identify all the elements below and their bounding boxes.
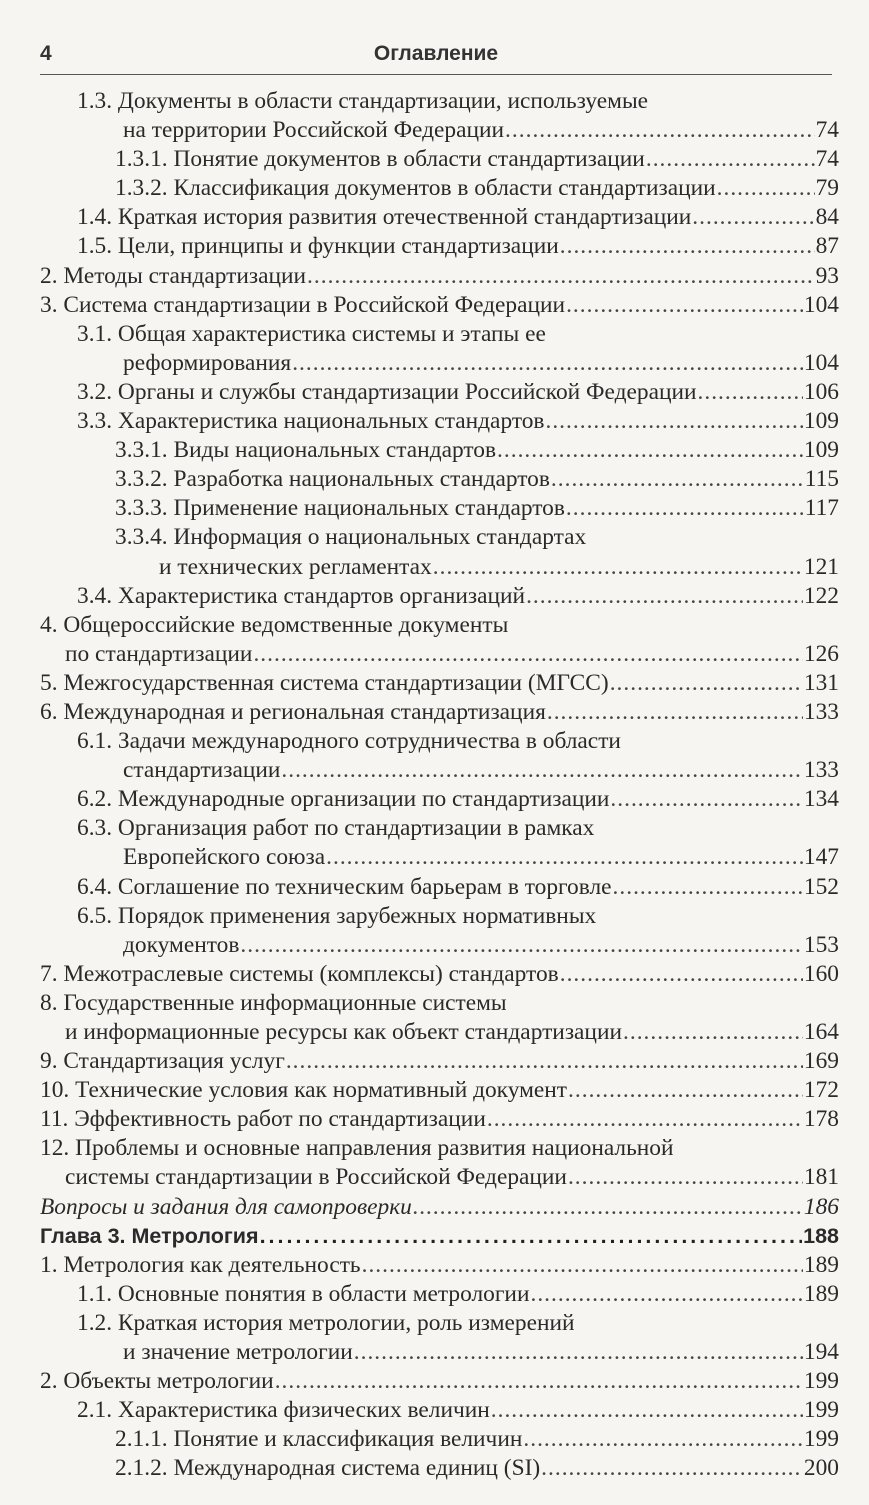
toc-entry[interactable] xyxy=(40,1047,839,1076)
dot-leader xyxy=(547,698,803,727)
toc-page-number: 164 xyxy=(803,1019,839,1045)
dot-leader xyxy=(413,1193,803,1222)
toc-entry-title: 3.3.2. Разработка национальных стандартов xyxy=(115,466,550,493)
toc-page-number: 147 xyxy=(803,844,839,871)
toc-entry[interactable] xyxy=(40,960,839,989)
toc-chapter-entry[interactable] xyxy=(40,1222,839,1251)
toc-entry[interactable] xyxy=(40,1105,839,1134)
toc-entry-title: 6.4. Соглашение по техническим барьерам в торговле xyxy=(77,873,612,900)
toc-entry[interactable] xyxy=(40,1134,839,1192)
toc-entry[interactable] xyxy=(40,436,839,465)
toc-page-number: 126 xyxy=(803,640,839,667)
toc-entry-title: 11. Эффективность работ по стандартизации xyxy=(40,1106,486,1133)
toc-entry-title: 3.2. Органы и службы стандартизации Российской Федерации xyxy=(77,378,697,405)
toc-page-number: 74 xyxy=(815,146,839,173)
toc-entry[interactable] xyxy=(40,1193,839,1222)
toc-entry[interactable] xyxy=(40,291,839,320)
running-title: Оглавление xyxy=(373,42,499,65)
dot-leader xyxy=(433,553,803,582)
dot-leader xyxy=(646,145,815,174)
toc-entry-title: 4. Общероссийские ведомственные документы xyxy=(40,611,509,638)
toc-entry-title: 3.3. Характеристика национальных стандартов xyxy=(77,408,545,435)
toc-entry-title: 3.1. Общая характеристика системы и этапы ее xyxy=(77,320,546,347)
toc-entry[interactable] xyxy=(40,785,839,814)
running-header xyxy=(40,38,832,75)
toc-page-number: 109 xyxy=(803,437,839,464)
toc-entry-title: системы стандартизации в Российской Федерации xyxy=(65,1164,567,1191)
dot-leader xyxy=(623,1018,803,1047)
toc-entry-title: 2. Методы стандартизации xyxy=(40,262,307,289)
dot-leader xyxy=(560,232,815,261)
dot-leader xyxy=(551,465,804,494)
toc-entry-title: 2. Объекты метрологии xyxy=(40,1368,274,1395)
toc-entry-title: 3. Система стандартизации в Российской Федерации xyxy=(40,291,566,318)
toc-entry[interactable] xyxy=(40,174,839,203)
toc-page-number: 104 xyxy=(803,349,839,376)
toc-page-number: 133 xyxy=(803,757,839,784)
toc-entry[interactable] xyxy=(40,669,839,698)
toc-page-number: 199 xyxy=(803,1426,839,1453)
toc-entry-title: на территории Российской Федерации xyxy=(123,117,505,144)
toc-entry[interactable] xyxy=(40,378,839,407)
toc-entry[interactable] xyxy=(40,320,839,378)
dot-leader xyxy=(610,669,803,698)
toc-entry-title: 9. Стандартизация услуг xyxy=(40,1048,285,1075)
toc-page-number: 79 xyxy=(815,175,839,202)
dot-leader xyxy=(487,1105,803,1134)
dot-leader xyxy=(240,931,803,960)
toc-entry[interactable] xyxy=(40,1251,839,1280)
dot-leader xyxy=(354,1338,803,1367)
toc-entry-title: 8. Государственные информационные системы xyxy=(40,989,507,1016)
page-number: 4 xyxy=(40,42,52,65)
toc-page-number: 133 xyxy=(803,698,839,725)
toc-entry-title: 1.4. Краткая история развития отечественной стандартизации xyxy=(77,204,692,231)
dot-leader xyxy=(505,116,815,145)
toc-entry[interactable] xyxy=(40,902,839,960)
toc-entry[interactable] xyxy=(40,1280,839,1309)
toc-page-number: 117 xyxy=(804,495,839,522)
toc-page-number: 188 xyxy=(803,1223,839,1248)
dot-leader xyxy=(497,436,803,465)
dot-leader xyxy=(530,1280,802,1309)
toc-page-number: 122 xyxy=(803,582,839,609)
toc-page-number: 104 xyxy=(803,291,839,318)
toc-entry[interactable] xyxy=(40,611,839,669)
toc-entry[interactable] xyxy=(40,1425,839,1454)
dot-leader xyxy=(610,785,803,814)
dot-leader xyxy=(260,1222,803,1251)
toc-entry-title: 6.1. Задачи международного сотрудничества в области xyxy=(77,728,621,755)
toc-page-number: 200 xyxy=(803,1455,839,1482)
toc-page-number: 121 xyxy=(803,553,839,580)
toc-entry[interactable] xyxy=(40,87,839,145)
toc-page-number: 152 xyxy=(803,873,839,900)
dot-leader xyxy=(275,1367,803,1396)
toc-page-number: 87 xyxy=(815,233,839,260)
toc-page-number: 153 xyxy=(803,931,839,958)
toc-entry-title: 1. Метрология как деятельность xyxy=(40,1251,361,1278)
toc-page-number: 160 xyxy=(803,960,839,987)
toc-entry[interactable] xyxy=(40,407,839,436)
toc-page-number: 106 xyxy=(803,378,839,405)
toc-entry[interactable] xyxy=(40,1396,839,1425)
toc-page-number: 194 xyxy=(803,1339,839,1366)
toc-entry-title: по стандартизации xyxy=(65,640,253,667)
toc-entry[interactable] xyxy=(40,1454,839,1483)
toc-page-number: 172 xyxy=(803,1077,839,1104)
toc-entry-title: 10. Технические условия как нормативный документ xyxy=(40,1077,568,1104)
dot-leader xyxy=(491,1396,803,1425)
toc-page-number: 169 xyxy=(803,1048,839,1075)
toc-entry-title: 1.3. Документы в области стандартизации, используемые xyxy=(77,88,649,114)
dot-leader xyxy=(281,756,803,785)
toc-entry-title: 3.3.1. Виды национальных стандартов xyxy=(115,437,497,464)
toc-entry[interactable] xyxy=(40,814,839,872)
dot-leader xyxy=(326,843,803,872)
dot-leader xyxy=(286,1047,803,1076)
toc-entry[interactable] xyxy=(40,262,839,291)
toc-entry[interactable] xyxy=(40,1367,839,1396)
toc-page-number: 178 xyxy=(803,1106,839,1133)
toc-entry-title: 1.3.1. Понятие документов в области стандартизации xyxy=(115,146,645,173)
toc-entry-title: 1.3.2. Классификация документов в области стандартизации xyxy=(115,175,716,202)
toc-entry-title: 3.4. Характеристика стандартов организаций xyxy=(77,582,526,609)
toc-page-number: 189 xyxy=(803,1251,839,1278)
dot-leader xyxy=(692,203,814,232)
toc-page-number: 115 xyxy=(804,466,839,493)
dot-leader xyxy=(568,1076,803,1105)
toc-entry[interactable] xyxy=(40,465,839,494)
dot-leader xyxy=(307,262,815,291)
toc-page-number: 181 xyxy=(803,1164,839,1191)
toc-entry-title: и информационные ресурсы как объект стандартизации xyxy=(65,1019,622,1045)
dot-leader xyxy=(560,960,803,989)
toc-entry-title: 1.5. Цели, принципы и функции стандартизации xyxy=(77,233,559,260)
toc-entry-title: реформирования xyxy=(123,349,292,376)
toc-entry-title: 6. Международная и региональная стандартизация xyxy=(40,698,546,725)
dot-leader xyxy=(698,378,803,407)
toc-entry-title: 7. Межотраслевые системы (комплексы) стандартов xyxy=(40,960,559,987)
toc-entry-title: 2.1. Характеристика физических величин xyxy=(77,1397,490,1424)
dot-leader xyxy=(292,349,803,378)
dot-leader xyxy=(566,494,804,523)
toc-entry[interactable] xyxy=(40,232,839,261)
toc-entry-title: и значение метрологии xyxy=(123,1339,353,1366)
toc-entry-title: 5. Межгосударственная система стандартизации (МГСС) xyxy=(40,669,609,696)
toc-entry[interactable] xyxy=(40,582,839,611)
toc-entry-title: документов xyxy=(123,931,240,958)
toc-entry[interactable] xyxy=(40,1309,839,1367)
dot-leader xyxy=(717,174,815,203)
toc-page-number: 199 xyxy=(803,1368,839,1395)
toc-entry-title: 6.5. Порядок применения зарубежных нормативных xyxy=(77,902,597,929)
toc-entry[interactable] xyxy=(40,145,839,174)
toc-page-number: 186 xyxy=(803,1193,839,1220)
toc-entry-title: 3.3.3. Применение национальных стандартов xyxy=(115,495,565,522)
toc-page-number: 93 xyxy=(815,262,839,289)
toc-entry-title: Глава 3. Метрология xyxy=(40,1223,259,1248)
dot-leader xyxy=(526,582,803,611)
dot-leader xyxy=(566,291,803,320)
toc-page-number: 199 xyxy=(803,1397,839,1424)
toc-entry[interactable] xyxy=(40,698,839,727)
toc-entry[interactable] xyxy=(40,989,839,1047)
toc-page-number: 74 xyxy=(815,117,839,144)
toc-page-number: 189 xyxy=(803,1280,839,1307)
toc-entry-title: Европейского союза xyxy=(123,844,326,871)
toc-entry-title: Вопросы и задания для самопроверки xyxy=(40,1193,412,1220)
dot-leader xyxy=(253,640,802,669)
dot-leader xyxy=(541,1454,803,1483)
dot-leader xyxy=(545,407,802,436)
toc-entry-title: 1.1. Основные понятия в области метрологии xyxy=(77,1280,530,1307)
dot-leader xyxy=(613,873,803,902)
dot-leader xyxy=(523,1425,803,1454)
toc-page-number: 134 xyxy=(803,786,839,813)
toc-page-number: 131 xyxy=(803,669,839,696)
toc-entry-title: 3.3.4. Информация о национальных стандартах xyxy=(115,524,587,551)
toc-entry[interactable] xyxy=(40,873,839,902)
toc-entry-title: 6.3. Организация работ по стандартизации в рамках xyxy=(77,815,595,842)
toc-entry[interactable] xyxy=(40,523,839,581)
dot-leader xyxy=(568,1163,803,1192)
toc-entry-title: 1.2. Краткая история метрологии, роль измерений xyxy=(77,1309,575,1336)
toc-page-number: 84 xyxy=(815,204,839,231)
toc-entry[interactable] xyxy=(40,1076,839,1105)
toc-entry-title: 2.1.2. Международная система единиц (SI) xyxy=(115,1455,541,1482)
toc-entry[interactable] xyxy=(40,494,839,523)
toc-entry[interactable] xyxy=(40,727,839,785)
toc-entry-title: и технических регламентах xyxy=(159,553,432,580)
table-of-contents xyxy=(40,87,839,1484)
toc-entry-title: 2.1.1. Понятие и классификация величин xyxy=(115,1426,523,1453)
dot-leader xyxy=(362,1251,803,1280)
toc-entry-title: стандартизации xyxy=(123,757,281,784)
toc-entry-title: 12. Проблемы и основные направления развития национальной xyxy=(40,1135,674,1162)
toc-entry-title: 6.2. Международные организации по стандартизации xyxy=(77,786,610,813)
toc-entry[interactable] xyxy=(40,203,839,232)
toc-page-number: 109 xyxy=(803,408,839,435)
